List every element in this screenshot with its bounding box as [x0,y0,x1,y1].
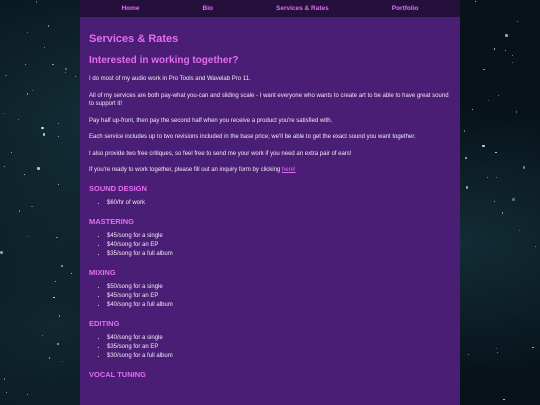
star-dot [498,95,499,96]
star-dot [37,167,40,170]
star-dot [62,361,63,362]
star-dot [6,392,7,393]
intro-paragraph-pricing: All of my services are both pay-what you-can and sliding scale - I want everyone who wants to create art to be able to have great sound to support it! [89,92,449,107]
rate-list [89,199,451,208]
star-dot [58,136,59,137]
star-dot [53,297,54,298]
intro-paragraph-revisions: Each service includes up to two revisions included in the base price; we'll be able to get the exact sound you want together. [89,134,416,140]
star-dot [512,55,513,56]
service-heading: VOCAL TUNING [89,369,146,379]
star-dot [56,237,57,238]
service-heading: MASTERING [89,216,134,226]
star-dot [27,394,28,395]
star-dot [49,357,50,358]
main-content [80,17,460,379]
star-dot [11,152,12,153]
rate-list [89,334,451,361]
star-dot [32,90,33,91]
star-dot [496,348,497,349]
nav-home-link[interactable]: Home [121,5,140,12]
star-dot [466,186,469,189]
star-dot [475,1,476,2]
service-section-sound-design [89,184,451,208]
star-dot [19,210,20,211]
star-dot [18,119,19,120]
star-dot [523,166,526,169]
star-dot [57,343,60,346]
rate-item: • $50/song for a single [107,283,451,292]
star-dot [4,378,5,379]
rate-item: • $60/hr of work [107,199,451,208]
service-section-vocal-tuning [89,370,451,379]
star-dot [71,273,72,274]
rate-item: • $45/song for an EP [107,292,451,301]
star-dot [472,109,473,110]
star-dot [4,113,5,114]
star-dot [497,352,498,353]
service-section-mixing [89,268,451,310]
star-dot [65,68,68,71]
nav-services-rates-link[interactable]: Services & Rates [276,5,329,12]
star-dot [468,354,469,355]
star-dot [27,32,28,33]
star-dot [535,246,536,247]
rate-item: • $40/song for an EP [107,241,451,250]
page-title: Services & Rates [89,33,179,45]
intro-paragraph-tools: I do most of my audio work in Pro Tools and Wavelab Pro 11. [89,76,251,82]
star-dot [41,127,44,130]
service-heading: MIXING [89,267,116,277]
rate-item: • $35/song for a full album [107,250,451,259]
nav-portfolio-link[interactable]: Portfolio [391,5,419,12]
star-dot [61,265,64,268]
page-container [80,0,460,405]
inquiry-paragraph [89,166,451,175]
star-dot [24,174,25,175]
star-dot [31,206,32,207]
star-dot [25,64,26,65]
star-dot [28,236,29,237]
inquiry-text: If you're ready to work together, please fill out an inquiry form by clicking [89,167,282,173]
star-dot [505,34,508,37]
star-dot [517,21,518,22]
service-section-mastering [89,217,451,259]
star-dot [42,335,43,336]
top-navbar [80,0,460,17]
rate-item: • $40/song for a single [107,334,451,343]
star-dot [519,230,520,231]
rate-item: • $35/song for an EP [107,343,451,352]
star-dot [465,157,468,160]
star-dot [532,347,533,348]
rate-list [89,283,451,310]
service-section-editing [89,319,451,361]
inquiry-form-link[interactable]: here! [281,167,296,173]
star-dot [0,251,3,254]
rate-item: • $30/song for a full album [107,352,451,361]
nav-bio-link[interactable]: Bio [202,5,214,12]
star-dot [464,130,465,131]
star-dot [75,76,76,77]
rate-item: • $45/song for a single [107,232,451,241]
intro-paragraph-critiques: I also provide two free critiques, so feel free to send me your work if you need an extra pair of ears! [89,150,352,157]
star-dot [494,201,495,202]
service-heading: EDITING [89,318,120,328]
star-dot [495,152,496,153]
star-dot [59,315,60,316]
star-dot [4,166,5,167]
star-dot [36,1,37,2]
star-dot [58,123,59,124]
star-dot [502,212,503,213]
star-dot [482,145,485,148]
star-dot [43,133,46,136]
rate-item: • $40/song for a full album [107,301,451,310]
star-dot [488,100,489,101]
star-dot [496,177,497,178]
star-dot [44,47,45,48]
star-dot [58,184,59,185]
star-dot [27,93,28,94]
star-dot [487,177,488,178]
star-dot [512,198,515,201]
star-dot [52,64,53,65]
page-subtitle: Interested in working together? [89,55,239,66]
intro-paragraph-payment: Pay half up-front, then pay the second half when you receive a product you're satisfied with. [89,117,333,124]
rate-list [89,232,451,259]
star-dot [516,111,517,112]
star-dot [65,72,66,73]
star-dot [494,48,495,49]
star-dot [5,75,6,76]
star-dot [55,281,56,282]
star-dot [505,50,506,51]
service-heading: SOUND DESIGN [89,183,147,193]
star-dot [483,69,484,70]
star-dot [48,25,49,26]
star-dot [503,399,504,400]
star-dot [512,62,513,63]
